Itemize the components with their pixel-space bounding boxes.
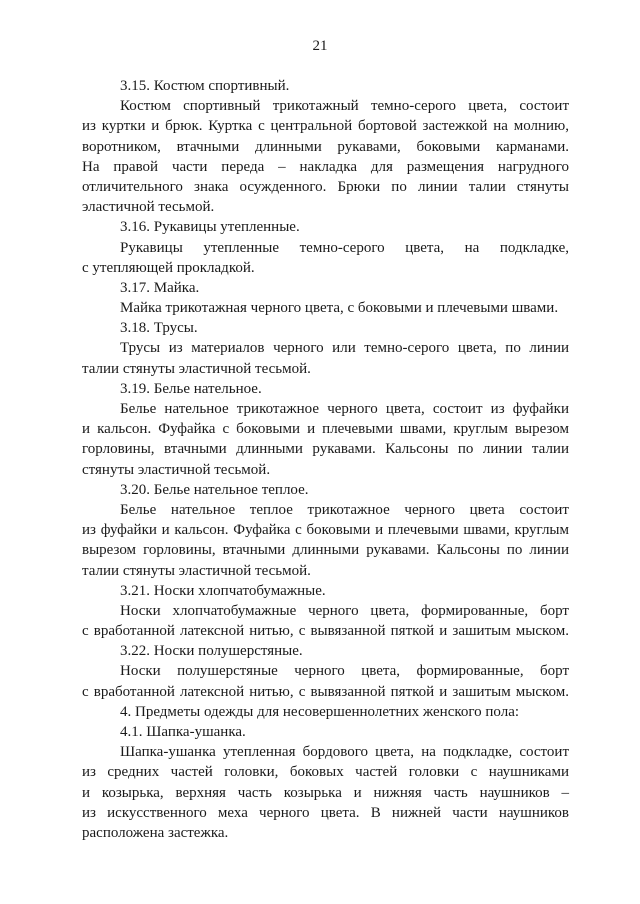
text-line: с вработанной латексной нитью, с вывязанной пяткой и зашитым мыском. [82, 683, 569, 700]
text-line: с утепляющей прокладкой. [82, 259, 255, 276]
page-number: 21 [312, 38, 328, 54]
text-line: На правой части переда – накладка для размещения нагрудного [82, 158, 569, 175]
text-line: с вработанной латексной нитью, с вывязанной пяткой и зашитым мыском. [82, 623, 569, 640]
text-line: 3.17. Майка. [120, 279, 200, 296]
text-line: талии стянуты эластичной тесьмой. [82, 360, 311, 377]
text-line: 4.1. Шапка-ушанка. [120, 724, 246, 740]
text-line: из куртки и брюк. Куртка с центральной бортовой застежкой на молнию, [82, 118, 569, 135]
text-line: расположена застежка. [82, 824, 229, 841]
text-line: Костюм спортивный трикотажный темно-серого цвета, состоит [120, 98, 569, 115]
text-line: 3.18. Трусы. [120, 320, 198, 337]
text-line: Носки хлопчатобумажные черного цвета, формированные, борт [120, 602, 569, 619]
text-line: эластичной тесьмой. [82, 199, 215, 216]
text-line: 3.22. Носки полушерстяные. [120, 643, 303, 660]
text-line: стянуты эластичной тесьмой. [82, 461, 271, 478]
text-line: из средних частей головки, боковых частей головки с наушниками [82, 764, 569, 781]
text-line: из фуфайки и кальсон. Фуфайка с боковыми и плечевыми швами, круглым [82, 522, 569, 539]
text-line: талии стянуты эластичной тесьмой. [82, 562, 311, 579]
text-line: Рукавицы утепленные темно-серого цвета, на подкладке, [120, 239, 569, 256]
text-line: 3.20. Белье нательное теплое. [120, 481, 309, 498]
text-line: Носки полушерстяные черного цвета, формированные, борт [120, 663, 569, 680]
text-line: Белье нательное трикотажное черного цвета, состоит из фуфайки [120, 401, 569, 417]
text-line: из искусственного меха черного цвета. В нижней части наушников [82, 804, 569, 821]
text-line: и козырька, верхняя часть козырька и нижняя часть наушников – [82, 784, 569, 801]
text-line: 3.21. Носки хлопчатобумажные. [120, 582, 326, 599]
text-line: 4. Предметы одежды для несовершеннолетних женского пола: [120, 703, 520, 720]
text-line: и кальсон. Фуфайка с боковыми и плечевыми швами, круглым вырезом [82, 421, 569, 438]
text-line: 3.16. Рукавицы утепленные. [120, 219, 300, 236]
text-line: вырезом горловины, втачными длинными рукавами. Кальсоны по линии [82, 542, 569, 559]
text-line: отличительного знака осужденного. Брюки по линии талии стянуты [82, 178, 569, 195]
text-line: Трусы из материалов черного или темно-серого цвета, по линии [120, 340, 569, 357]
text-line: Шапка-ушанка утепленная бордового цвета, на подкладке, состоит [120, 744, 569, 761]
document-body [82, 76, 569, 843]
text-line: воротником, втачными длинными рукавами, боковыми карманами. [82, 138, 569, 155]
text-line: Майка трикотажная черного цвета, с боковыми и плечевыми швами. [120, 300, 559, 317]
text-line: 3.19. Белье нательное. [120, 380, 262, 397]
text-line: горловины, втачными длинными рукавами. Кальсоны по линии талии [82, 441, 569, 458]
text-line: Белье нательное теплое трикотажное черного цвета состоит [120, 501, 569, 518]
text-line: 3.15. Костюм спортивный. [120, 78, 290, 94]
